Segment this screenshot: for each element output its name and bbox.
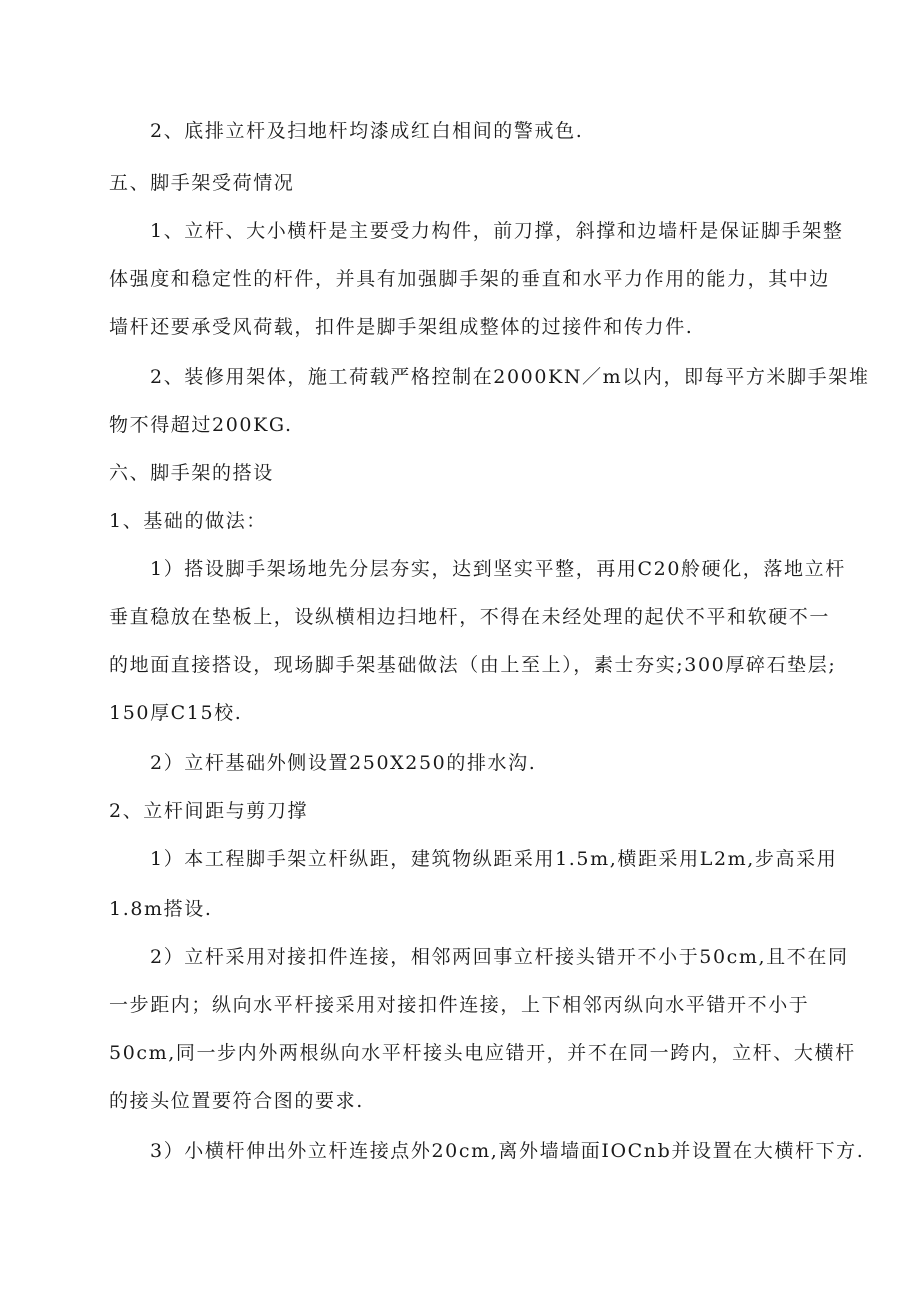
paragraph-line: 150厚C15校. xyxy=(109,702,243,724)
paragraph-line: 3）小横杆伸出外立杆连接点外20cm,离外墙墙面IOCnb并设置在大横杆下方. xyxy=(150,1140,865,1162)
paragraph-line: 的地面直接搭设，现场脚手架基础做法（由上至上），素士夯实;300厚碎石垫层; xyxy=(109,654,837,676)
paragraph-line: 垂直稳放在垫板上，设纵横相边扫地杆，不得在未经处理的起伏不平和软硬不一 xyxy=(109,606,831,628)
subsection-heading: 2、立杆间距与剪刀撑 xyxy=(109,800,309,822)
section-heading: 六、脚手架的搭设 xyxy=(109,462,274,484)
paragraph-line: 物不得超过200KG. xyxy=(109,414,293,436)
paragraph-line: 1）搭设脚手架场地先分层夯实，达到坚实平整，再用C20舲硬化，落地立杆 xyxy=(150,558,846,580)
paragraph-line: 2）立杆基础外侧设置250X250的排水沟. xyxy=(150,752,537,774)
paragraph-line: 一步距内；纵向水平杆接采用对接扣件连接，上下相邻丙纵向水平错开不小于 xyxy=(109,994,810,1016)
paragraph-line: 50cm,同一步内外两根纵向水平杆接头电应错开，并不在同一跨内，立杆、大横杆 xyxy=(109,1042,856,1064)
paragraph-line: 2、底排立杆及扫地杆均漆成红白相间的警戒色. xyxy=(150,120,584,142)
paragraph-line: 的接头位置要符合图的要求. xyxy=(109,1090,364,1112)
paragraph-line: 1.8m搭设. xyxy=(109,898,213,920)
paragraph-line: 体强度和稳定性的杆件，并具有加强脚手架的垂直和水平力作用的能力，其中边 xyxy=(109,268,831,290)
paragraph-line: 墙杆还要承受风荷载，扣件是脚手架组成整体的过接件和传力件. xyxy=(109,316,694,338)
paragraph-line: 2、装修用架体，施工荷载严格控制在2000KN／m以内，即每平方米脚手架堆 xyxy=(150,366,870,388)
section-heading: 五、脚手架受荷情况 xyxy=(109,172,295,194)
paragraph-line: 2）立杆采用对接扣件连接，相邻两回事立杆接头错开不小于50cm,且不在同 xyxy=(150,946,849,968)
paragraph-line: 1）本工程脚手架立杆纵距，建筑物纵距采用1.5m,横距采用L2m,步高采用 xyxy=(150,848,838,870)
subsection-heading: 1、基础的做法： xyxy=(109,510,267,532)
paragraph-line: 1、立杆、大小横杆是主要受力构件，前刀撑，斜撑和边墙杆是保证脚手架整 xyxy=(150,220,844,242)
